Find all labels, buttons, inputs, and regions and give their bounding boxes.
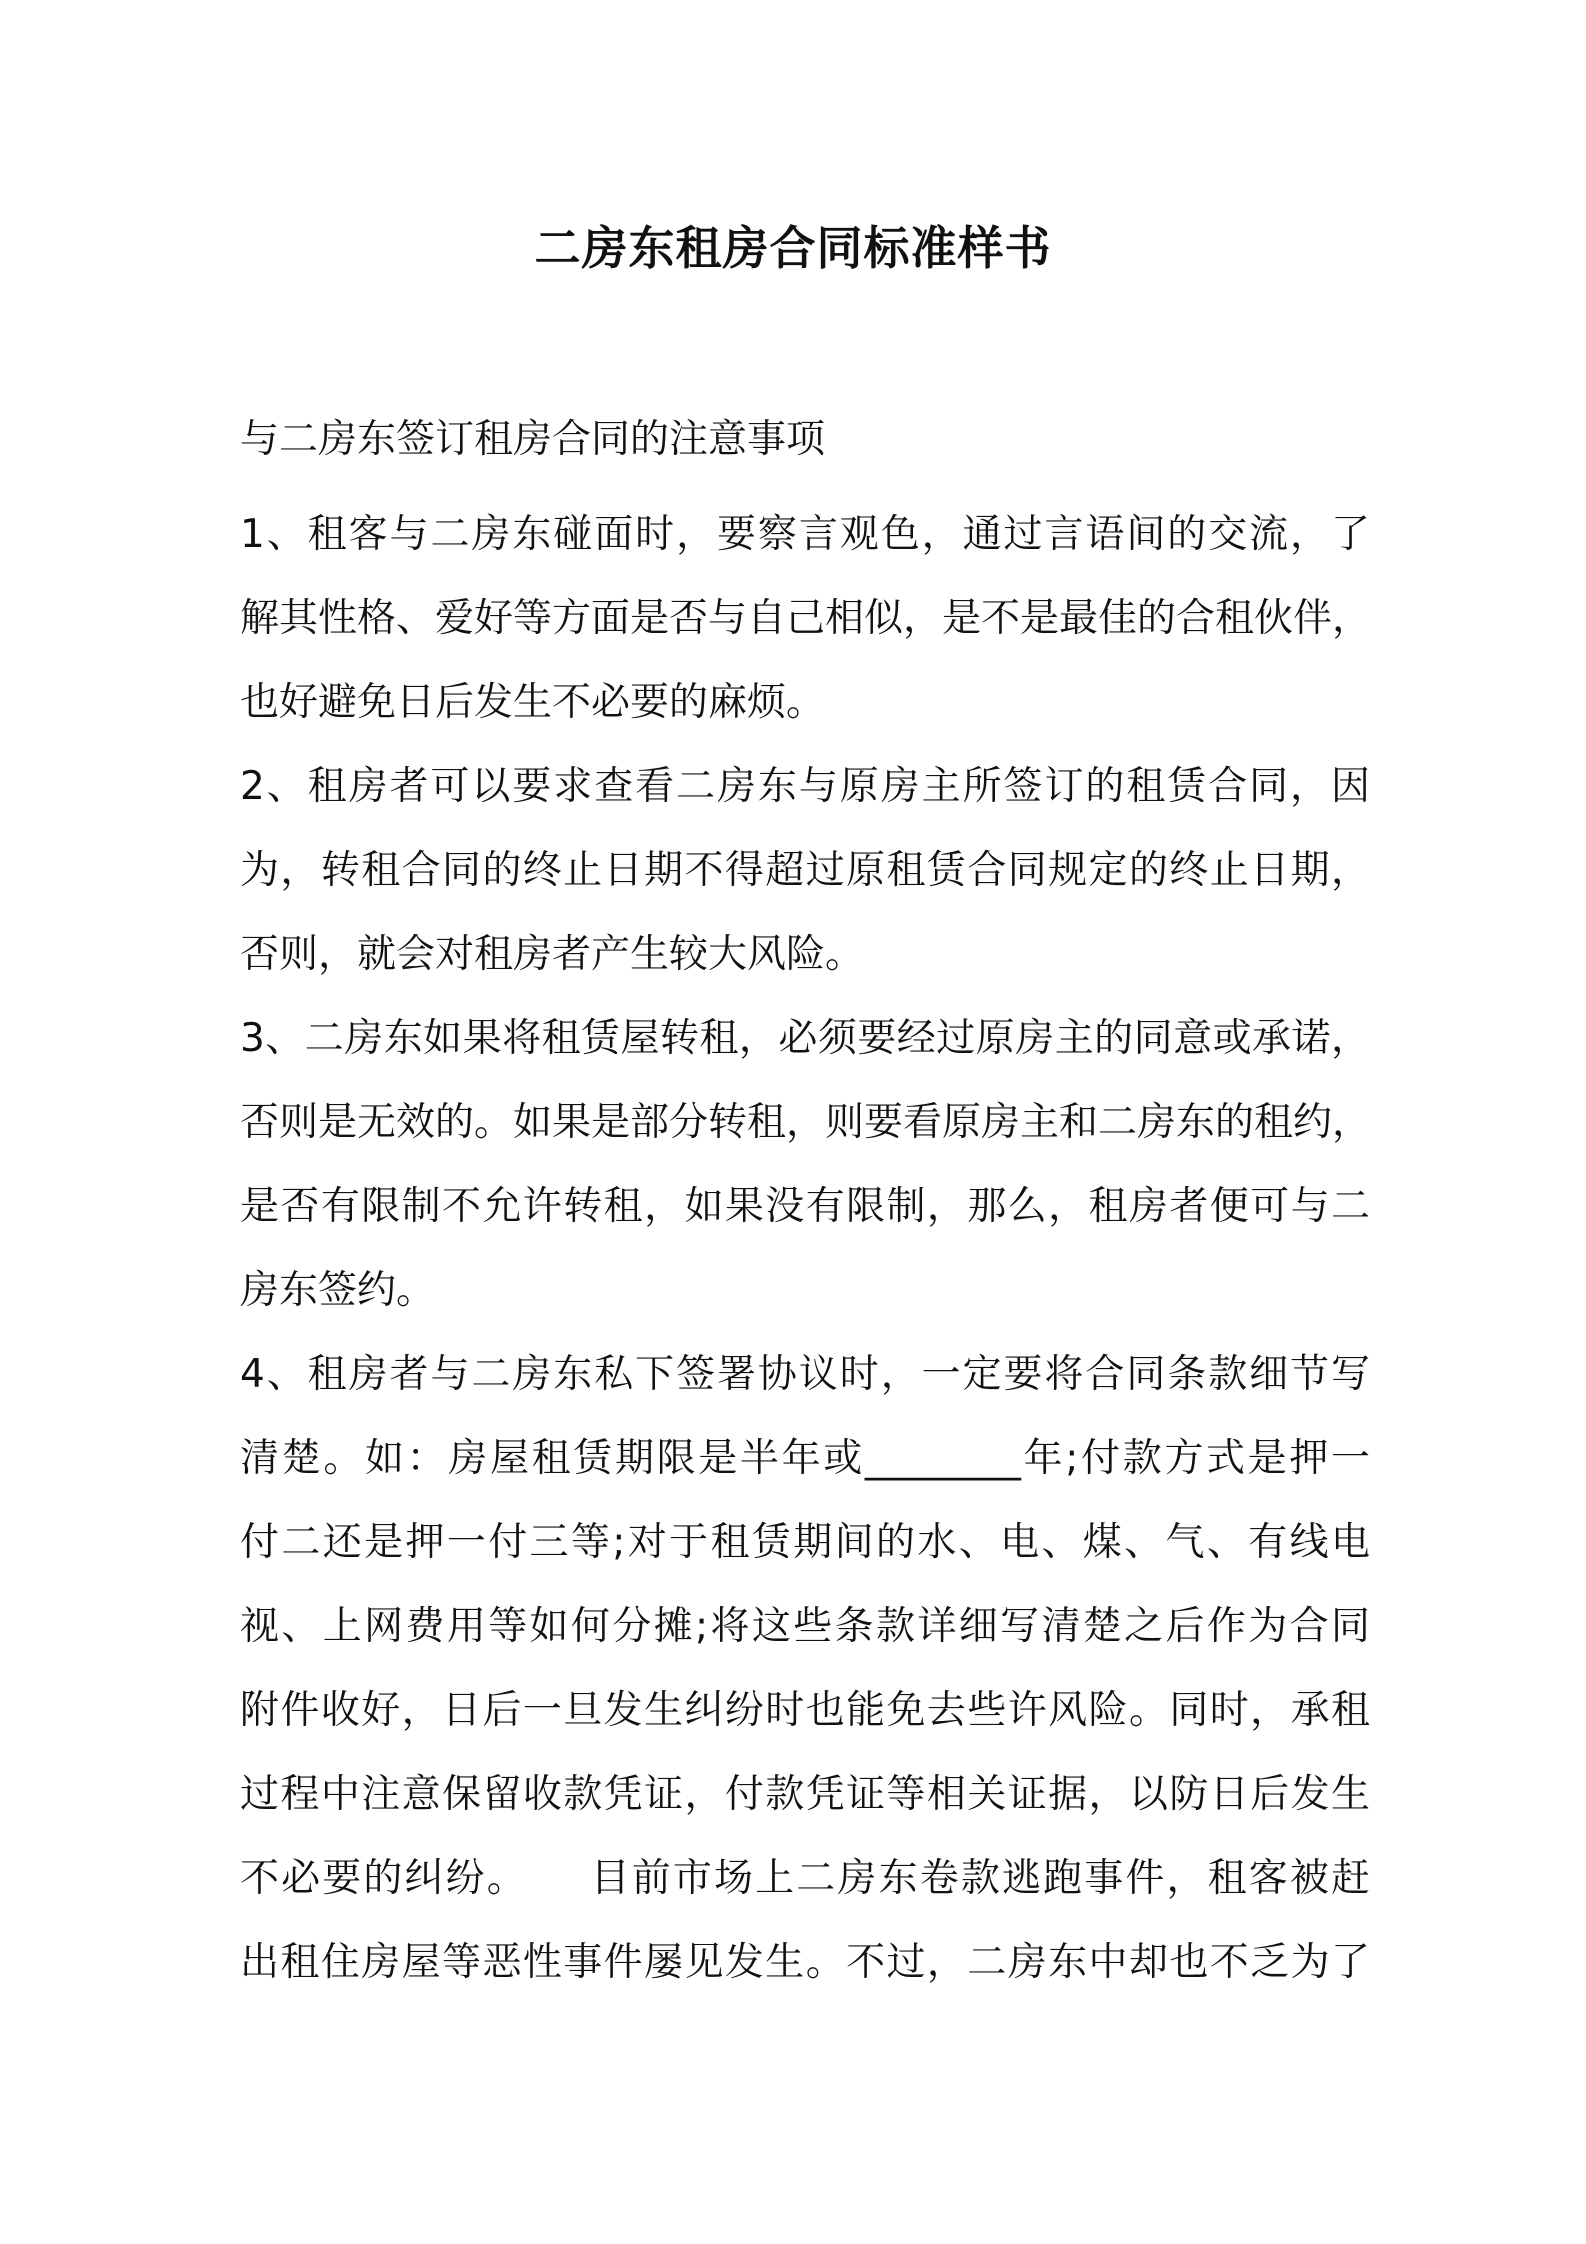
- section-heading: 与二房东签订租房合同的注意事项: [240, 417, 826, 462]
- text-line: 过程中注意保留收款凭证，付款凭证等相关证据，以防日后发生: [240, 1772, 1370, 1817]
- body-text: [240, 493, 1370, 2005]
- document-title: 二房东租房合同标准样书: [534, 221, 1052, 275]
- text-line: 视、上网费用等如何分摊;将这些条款详细写清楚之后作为合同: [240, 1604, 1370, 1649]
- text-line: 不必要的纠纷。 目前市场上二房东卷款逃跑事件，租客被赶: [240, 1856, 1370, 1901]
- text-line: 4、租房者与二房东私下签署协议时，一定要将合同条款细节写: [240, 1352, 1370, 1397]
- text-line: 清楚。如：房屋租赁期限是半年或________年;付款方式是押一: [240, 1436, 1370, 1481]
- text-line: 也好避免日后发生不必要的麻烦。: [240, 680, 826, 725]
- text-line: 3、二房东如果将租赁屋转租，必须要经过原房主的同意或承诺，: [240, 1016, 1370, 1061]
- text-line: 为，转租合同的终止日期不得超过原租赁合同规定的终止日期，: [240, 848, 1370, 893]
- text-line: 1、租客与二房东碰面时，要察言观色，通过言语间的交流，了: [240, 512, 1370, 557]
- text-line: 解其性格、爱好等方面是否与自己相似，是不是最佳的合租伙伴，: [240, 596, 1372, 641]
- text-line: 房东签约。: [240, 1268, 436, 1313]
- text-line: 否则，就会对租房者产生较大风险。: [240, 932, 865, 977]
- text-line: 是否有限制不允许转租，如果没有限制，那么，租房者便可与二: [240, 1184, 1370, 1229]
- text-line: 否则是无效的。如果是部分转租，则要看原房主和二房东的租约，: [240, 1100, 1372, 1145]
- text-line: 附件收好，日后一旦发生纠纷时也能免去些许风险。同时，承租: [240, 1688, 1370, 1733]
- text-line: 2、租房者可以要求查看二房东与原房主所签订的租赁合同，因: [240, 764, 1370, 809]
- text-line: 付二还是押一付三等;对于租赁期间的水、电、煤、气、有线电: [240, 1520, 1370, 1565]
- text-line: 出租住房屋等恶性事件屡见发生。不过，二房东中却也不乏为了: [240, 1940, 1370, 1985]
